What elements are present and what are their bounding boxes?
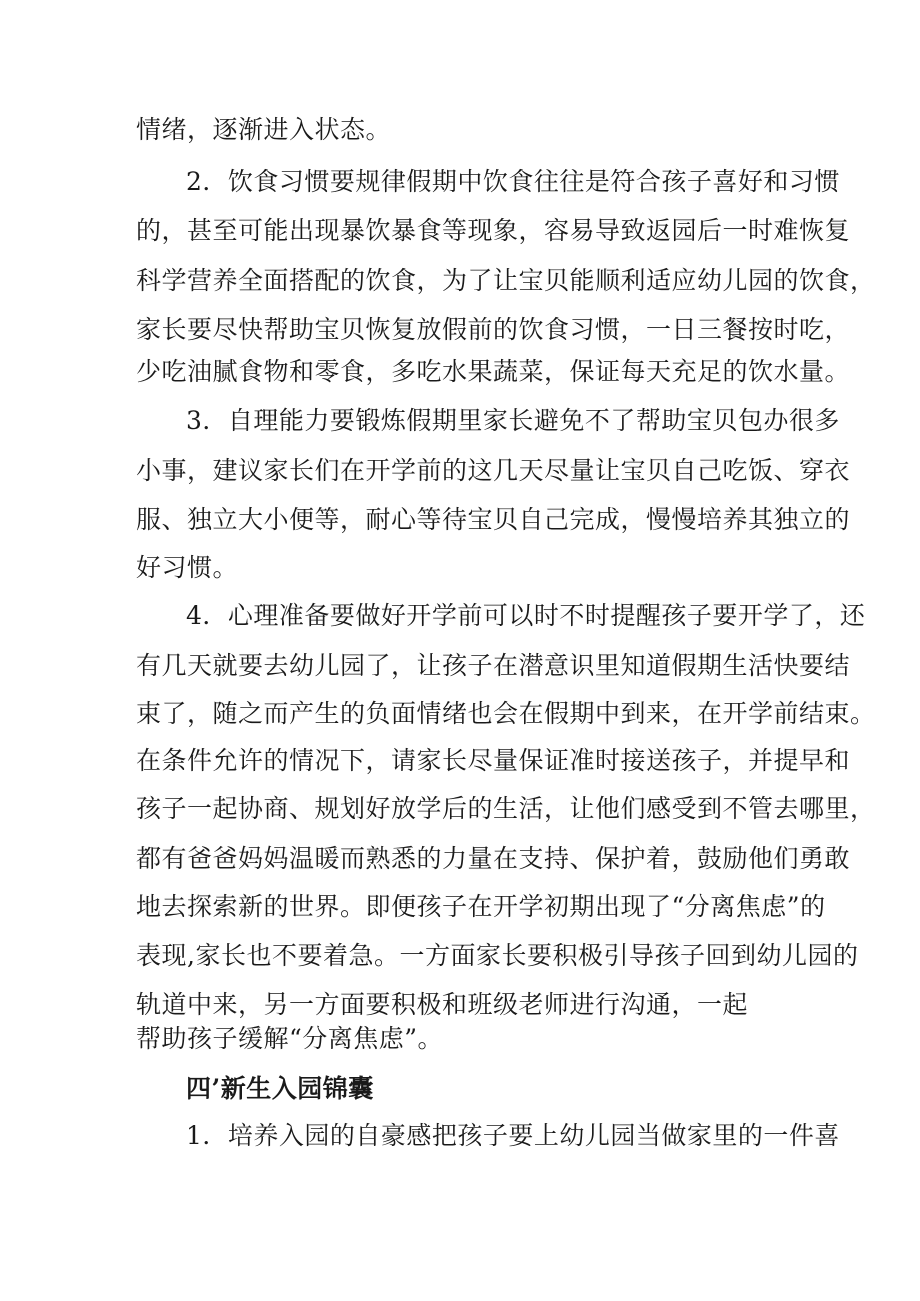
list-item-2-line-3: 科学营养全面搭配的饮食，为了让宝贝能顺利适应幼儿园的饮食， bbox=[136, 266, 876, 295]
list-item-2-line-2: 的，甚至可能出现暴饮暴食等现象，容易导致返园后一时难恢复 bbox=[136, 216, 851, 245]
list-item-4-line-7: 地去探索新的世界。即便孩子在开学初期出现了“分离焦虑”的 bbox=[136, 892, 826, 921]
list-item-3-line-1: 3．自理能力要锻炼假期里家长避免不了帮助宝贝包办很多 bbox=[186, 406, 840, 435]
section-heading: 四’新生入园锦囊 bbox=[186, 1074, 374, 1103]
list-item-4-line-5: 孩子一起协商、规划好放学后的生活，让他们感受到不管去哪里， bbox=[136, 794, 876, 823]
list-item-4-line-6: 都有爸爸妈妈温暖而熟悉的力量在支持、保护着，鼓励他们勇敢 bbox=[136, 844, 851, 873]
list-item-4-line-1: 4．心理准备要做好开学前可以时不时提醒孩子要开学了，还 bbox=[186, 601, 866, 630]
list-item-3-line-4: 好习惯。 bbox=[136, 553, 239, 582]
list-item-4-line-9: 轨道中来，另一方面要积极和班级老师进行沟通，一起 bbox=[136, 990, 749, 1019]
list-item-4-line-4: 在条件允许的情况下，请家长尽量保证准时接送孩子，并提早和 bbox=[136, 746, 851, 775]
list-item-4-line-8: 表现,家长也不要着急。一方面家长要积极引导孩子回到幼儿园的 bbox=[136, 941, 859, 970]
section-item-1-line-1: 1．培养入园的自豪感把孩子要上幼儿园当做家里的一件喜 bbox=[186, 1121, 840, 1150]
list-item-2-line-1: 2．饮食习惯要规律假期中饮食往往是符合孩子喜好和习惯 bbox=[186, 167, 840, 196]
list-item-2-line-4: 家长要尽快帮助宝贝恢复放假前的饮食习惯，一日三餐按时吃， bbox=[136, 315, 851, 344]
list-item-2-line-5: 少吃油腻食物和零食，多吃水果蔬菜，保证每天充足的饮水量。 bbox=[136, 357, 851, 386]
list-item-3-line-3: 服、独立大小便等，耐心等待宝贝自己完成，慢慢培养其独立的 bbox=[136, 505, 851, 534]
list-item-4-line-2: 有几天就要去幼儿园了，让孩子在潜意识里知道假期生活快要结 bbox=[136, 651, 851, 680]
list-item-3-line-2: 小事，建议家长们在开学前的这几天尽量让宝贝自己吃饭、穿衣 bbox=[136, 456, 851, 485]
list-item-4-line-10: 帮助孩子缓解“分离焦虑”。 bbox=[136, 1024, 444, 1053]
list-item-4-line-3: 束了，随之而产生的负面情绪也会在假期中到来，在开学前结束。 bbox=[136, 699, 876, 728]
body-line-1: 情绪，逐渐进入状态。 bbox=[136, 115, 392, 144]
